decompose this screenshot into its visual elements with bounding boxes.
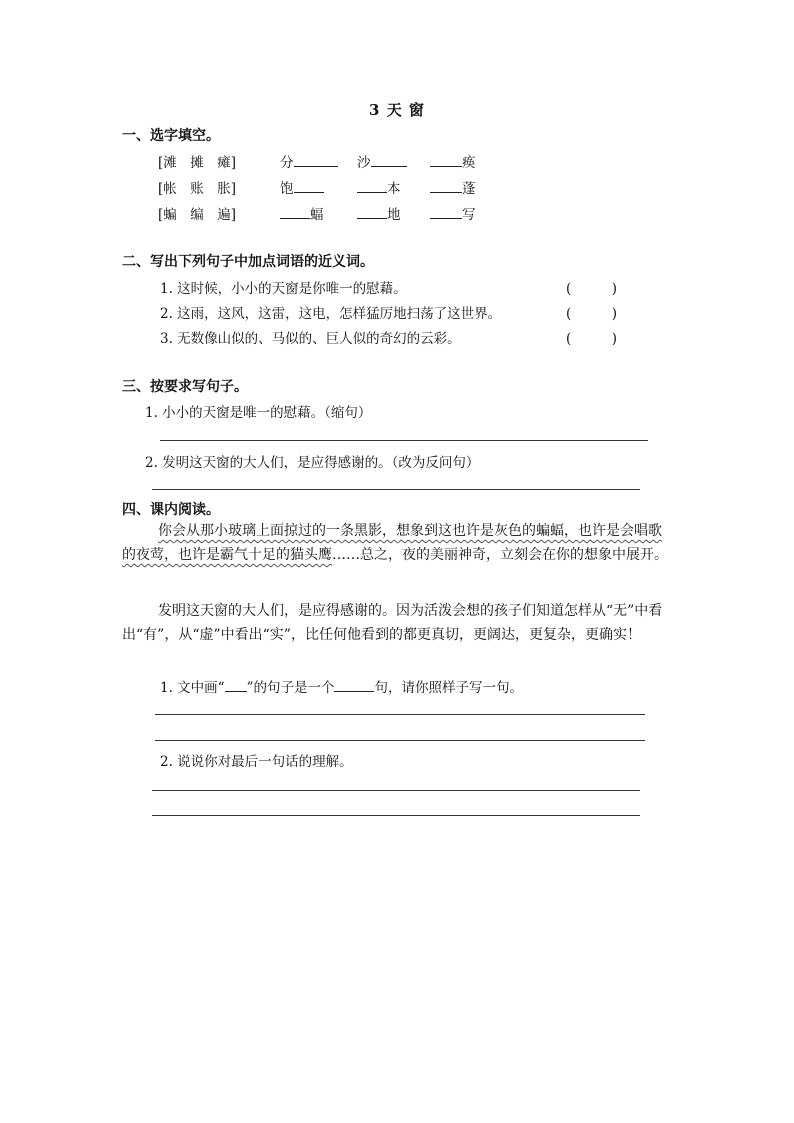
reading-paragraph-1: 你会从那小玻璃上面掠过的一条黑影，想象到这也许是灰色的蝙蝠，也许是会唱歌的夜莺，也许是霸气十足的猫头鹰……总之，夜的美丽神奇，立刻会在你的想象中展开。: [122, 523, 668, 563]
answer-paren[interactable]: ( ): [566, 281, 618, 297]
answer-blank[interactable]: [430, 206, 462, 219]
answer-line[interactable]: [155, 740, 645, 741]
fill-item: 饱: [280, 177, 324, 197]
section-1-heading: 一、选字填空。: [122, 128, 220, 144]
answer-line[interactable]: [152, 489, 640, 490]
reading-paragraph-2: 发明这天窗的大人们，是应得感谢的。因为活泼会想的孩子们知道怎样从“无”中看出“有”，从“虚”中看出“实”，比任何他看到的都更真切，更阔达，更复杂，更确实！: [122, 603, 663, 643]
answer-blank[interactable]: [280, 206, 310, 219]
answer-line[interactable]: [155, 714, 645, 715]
fill-item: 分: [280, 151, 338, 171]
wavy-underlined-sentence: 你会从那小玻璃上面掠过的一条黑影，想象到这也许是灰色的蝙蝠，也许是会唱歌的夜莺，也许是霸气十足的猫头鹰: [122, 523, 662, 563]
answer-paren[interactable]: ( ): [566, 331, 618, 347]
question-item: 2. 说说你对最后一句话的理解。: [160, 754, 353, 770]
question-item: 2. 这雨，这风，这雷，这电，怎样猛厉地扫荡了这世界。: [160, 306, 502, 322]
answer-blank[interactable]: [294, 180, 324, 193]
fill-item: 地: [357, 203, 401, 223]
section-2-heading: 二、写出下列句子中加点词语的近义词。: [122, 254, 374, 270]
answer-blank[interactable]: [357, 206, 387, 219]
answer-line[interactable]: [152, 790, 640, 791]
answer-blank[interactable]: [294, 154, 338, 167]
char-group: [滩 摊 瘫]: [158, 155, 237, 171]
char-group: [帐 账 胀]: [158, 181, 237, 197]
answer-blank[interactable]: [334, 679, 374, 692]
answer-paren[interactable]: ( ): [566, 306, 618, 322]
question-item: 1. 小小的天窗是唯一的慰藉。（缩句）: [145, 405, 372, 421]
question-item: 1. 文中画“ ”的句子是一个 句，请你照样子写一句。: [160, 680, 523, 696]
answer-blank[interactable]: [371, 154, 407, 167]
answer-blank[interactable]: [357, 180, 387, 193]
char-group: [蝙 编 遍]: [158, 207, 237, 223]
answer-line[interactable]: [160, 440, 648, 441]
question-item: 1. 这时候，小小的天窗是你唯一的慰藉。: [160, 281, 407, 297]
fill-item: 蝠: [280, 203, 324, 223]
answer-line[interactable]: [152, 815, 640, 816]
fill-item: 痪: [430, 151, 476, 171]
fill-item: 写: [430, 203, 476, 223]
underline-sample: [225, 679, 247, 692]
answer-blank[interactable]: [430, 154, 462, 167]
section-4-heading: 四、课内阅读。: [122, 502, 220, 518]
answer-blank[interactable]: [430, 180, 462, 193]
page-title: 3 天 窗: [369, 101, 425, 119]
question-item: 2. 发明这天窗的大人们，是应得感谢的。（改为反问句）: [145, 455, 480, 471]
question-item: 3. 无数像山似的、马似的、巨人似的奇幻的云彩。: [160, 331, 461, 347]
section-3-heading: 三、按要求写句子。: [122, 379, 248, 395]
fill-item: 蓬: [430, 177, 476, 197]
fill-item: 本: [357, 177, 401, 197]
fill-item: 沙: [357, 151, 407, 171]
